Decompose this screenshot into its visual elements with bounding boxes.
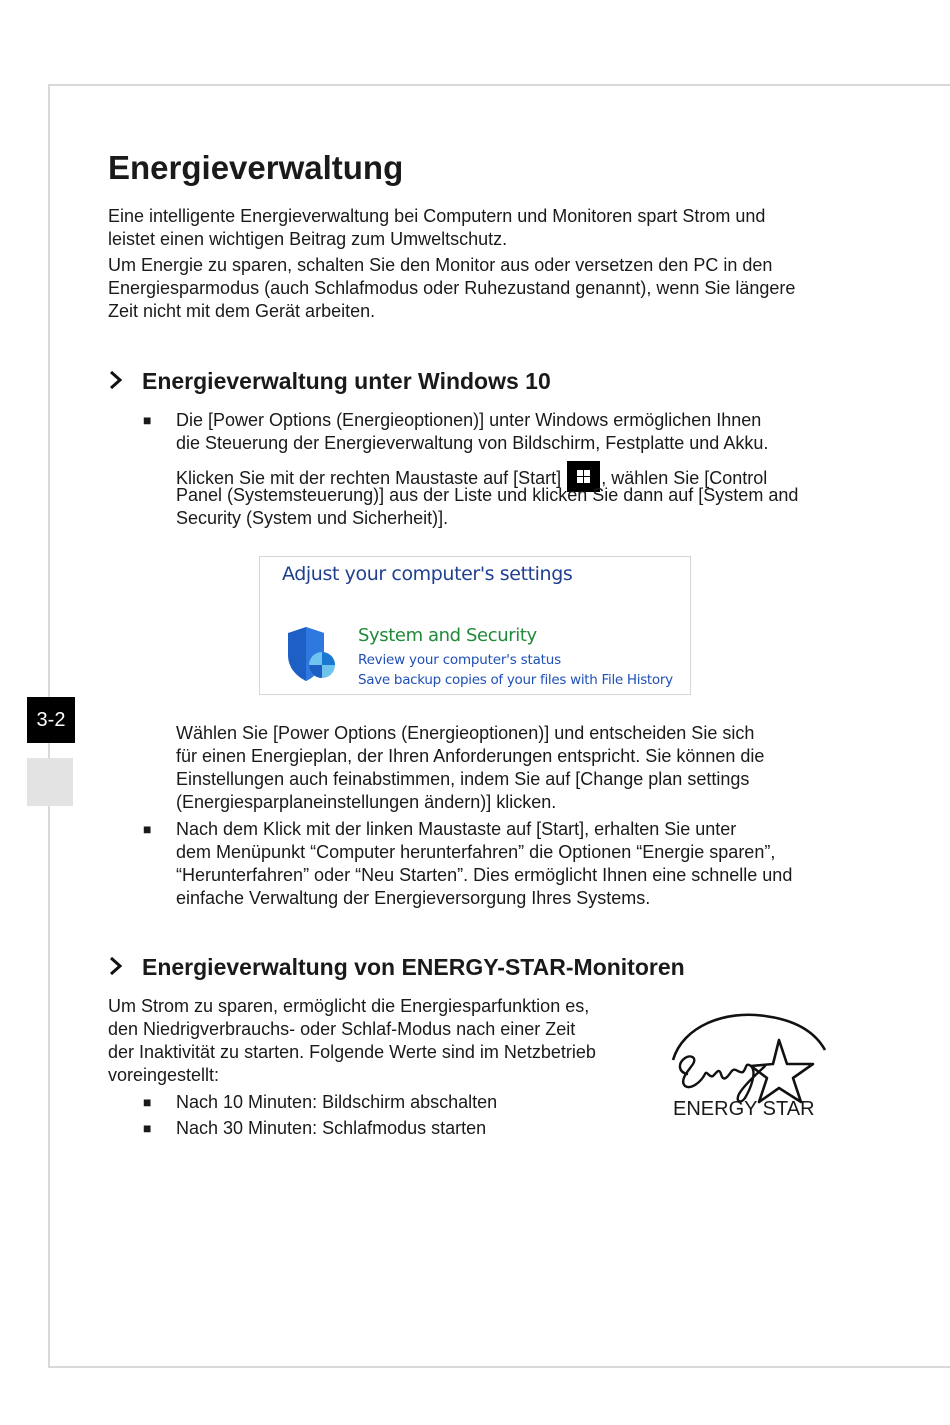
body-line: (Energiesparplaneinstellungen ändern)] klicken. [176,792,557,812]
body-line: voreingestellt: [108,1065,220,1085]
section-heading-energy-star [108,954,685,981]
control-panel-screenshot [259,556,691,695]
bullet-line: “Herunterfahren” oder “Neu Starten”. Dies ermöglicht Ihnen eine schnelle und [176,865,793,885]
category-link-system-security[interactable]: System and Security [358,625,537,646]
intro-line: Zeit nicht mit dem Gerät arbeiten. [108,301,376,321]
square-bullet-icon: ■ [143,1094,152,1110]
energy-star-label: ENERGY STAR [673,1098,815,1120]
instruction-line: Panel (Systemsteuerung)] aus der Liste und klicken Sie dann auf [System and [176,485,799,505]
bullet-line: Nach dem Klick mit der linken Maustaste auf [Start], erhalten Sie unter [176,819,737,839]
bullet-line: Die [Power Options (Energieoptionen)] unter Windows ermöglichen Ihnen [176,410,762,430]
intro-line: Eine intelligente Energieverwaltung bei Computern und Monitoren spart Strom und [108,206,766,226]
page-number-tab: 3-2 [27,697,75,743]
list-item: Nach 10 Minuten: Bildschirm abschalten [176,1092,498,1112]
security-shield-icon [284,625,344,683]
intro-line: leistet einen wichtigen Beitrag zum Umweltschutz. [108,229,508,249]
bullet-line: die Steuerung der Energieverwaltung von Bildschirm, Festplatte und Akku. [176,433,769,453]
intro-line: Energiesparmodus (auch Schlafmodus oder Ruhezustand genannt), wenn Sie längere [108,278,796,298]
section-heading-text: Energieverwaltung von ENERGY-STAR-Monitoren [142,954,685,980]
chevron-right-icon [108,369,142,395]
body-line: Um Strom zu sparen, ermöglicht die Energiesparfunktion es, [108,996,590,1016]
screenshot-heading: Adjust your computer's settings [282,563,573,585]
section-heading-windows [108,368,551,395]
section-heading-text: Energieverwaltung unter Windows 10 [142,368,551,394]
body-line: für einen Energieplan, der Ihren Anforderungen entspricht. Sie können die [176,746,765,766]
body-line: der Inaktivität zu starten. Folgende Werte sind im Netzbetrieb [108,1042,596,1062]
link-review-status[interactable]: Review your computer's status [358,652,561,668]
page-tab-placeholder [27,758,73,806]
square-bullet-icon: ■ [143,412,152,428]
page-title: Energieverwaltung [108,149,404,186]
square-bullet-icon: ■ [143,1120,152,1136]
list-item: Nach 30 Minuten: Schlafmodus starten [176,1118,487,1138]
body-line: den Niedrigverbrauchs- oder Schlaf-Modus nach einer Zeit [108,1019,576,1039]
body-line: Einstellungen auch feinabstimmen, indem Sie auf [Change plan settings [176,769,750,789]
square-bullet-icon: ■ [143,821,152,837]
instruction-line: Security (System und Sicherheit)]. [176,508,449,528]
body-line: Wählen Sie [Power Options (Energieoptionen)] und entscheiden Sie sich [176,723,755,743]
instruction-text: Klicken Sie mit der rechten Maustaste auf [Start] [176,468,562,488]
instruction-text: , wählen Sie [Control [601,468,768,488]
link-file-history[interactable]: Save backup copies of your files with File History [358,672,673,688]
intro-line: Um Energie zu sparen, schalten Sie den Monitor aus oder versetzen den PC in den [108,255,773,275]
chevron-right-icon [108,955,142,981]
bullet-line: dem Menüpunkt “Computer herunterfahren” die Optionen “Energie sparen”, [176,842,776,862]
bullet-line: einfache Verwaltung der Energieversorgung Ihres Systems. [176,888,651,908]
